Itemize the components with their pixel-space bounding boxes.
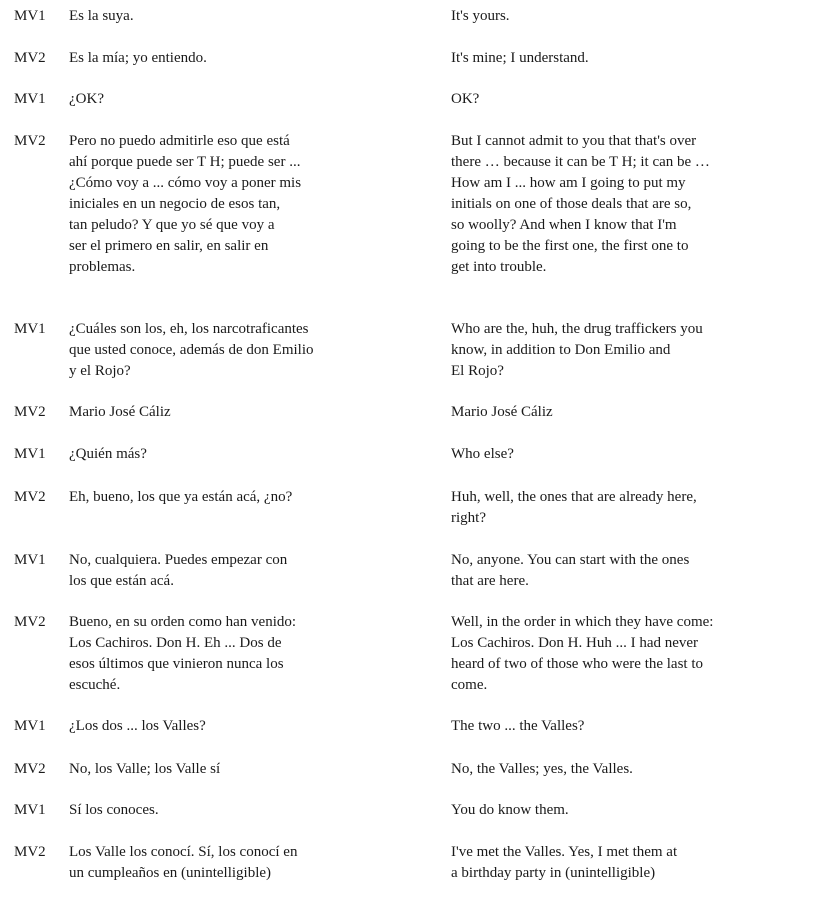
spanish-text — [69, 800, 379, 821]
english-line: OK? — [451, 91, 480, 107]
spanish-line: los que están acá. — [69, 573, 174, 589]
spanish-line: Mario José Cáliz — [69, 404, 171, 420]
english-line: right? — [451, 510, 486, 526]
english-line: come. — [451, 677, 488, 693]
spanish-text — [69, 89, 379, 110]
speaker-label: MV1 — [14, 91, 46, 107]
spanish-text — [69, 550, 379, 592]
english-text — [451, 131, 791, 278]
english-line: know, in addition to Don Emilio and — [451, 342, 671, 358]
spanish-line: escuché. — [69, 677, 121, 693]
spanish-text — [69, 48, 379, 69]
spanish-text — [69, 842, 379, 884]
speaker-label: MV2 — [14, 761, 46, 777]
spanish-text — [69, 319, 379, 382]
english-line: Mario José Cáliz — [451, 404, 553, 420]
english-line: so woolly? And when I know that I'm — [451, 217, 677, 233]
english-line: How am I ... how am I going to put my — [451, 175, 686, 191]
speaker-label: MV1 — [14, 802, 46, 818]
speaker-label: MV2 — [14, 844, 46, 860]
speaker-label: MV2 — [14, 50, 46, 66]
spanish-line: ahí porque puede ser T H; puede ser ... — [69, 154, 301, 170]
spanish-line: iniciales en un negocio de esos tan, — [69, 196, 281, 212]
english-line: going to be the first one, the first one to — [451, 238, 689, 254]
english-text — [451, 6, 791, 27]
speaker-label: MV1 — [14, 8, 46, 24]
english-line: It's mine; I understand. — [451, 50, 589, 66]
english-line: heard of two of those who were the last to — [451, 656, 704, 672]
english-text — [451, 842, 791, 884]
spanish-text — [69, 6, 379, 27]
english-line: I've met the Valles. Yes, I met them at — [451, 844, 678, 860]
english-line: that are here. — [451, 573, 529, 589]
spanish-line: que usted conoce, además de don Emilio — [69, 342, 314, 358]
english-line: Who else? — [451, 446, 514, 462]
spanish-text — [69, 131, 379, 278]
english-text — [451, 487, 791, 529]
spanish-line: esos últimos que vinieron nunca los — [69, 656, 284, 672]
english-line: It's yours. — [451, 8, 510, 24]
english-line: Well, in the order in which they have come: — [451, 614, 714, 630]
english-text — [451, 319, 791, 382]
english-line: initials on one of those deals that are so, — [451, 196, 692, 212]
spanish-line: problemas. — [69, 259, 136, 275]
spanish-line: Sí los conoces. — [69, 802, 159, 818]
speaker-label: MV2 — [14, 404, 46, 420]
english-text — [451, 550, 791, 592]
spanish-text — [69, 487, 379, 508]
spanish-line: ¿Cómo voy a ... cómo voy a poner mis — [69, 175, 302, 191]
english-line: El Rojo? — [451, 363, 504, 379]
english-line: there … because it can be T H; it can be … — [451, 154, 710, 170]
spanish-line: tan peludo? Y que yo sé que voy a — [69, 217, 275, 233]
spanish-line: Los Cachiros. Don H. Eh ... Dos de — [69, 635, 282, 651]
speaker-label: MV2 — [14, 489, 46, 505]
english-line: a birthday party in (unintelligible) — [451, 865, 656, 881]
spanish-line: ¿Cuáles son los, eh, los narcotraficantes — [69, 321, 309, 337]
spanish-line: ¿Los dos ... los Valles? — [69, 718, 206, 734]
english-text — [451, 716, 791, 737]
spanish-line: Es la suya. — [69, 8, 134, 24]
speaker-label: MV1 — [14, 446, 46, 462]
spanish-text — [69, 612, 379, 696]
english-line: The two ... the Valles? — [451, 718, 585, 734]
spanish-line: No, cualquiera. Puedes empezar con — [69, 552, 288, 568]
english-text — [451, 759, 791, 780]
spanish-line: Es la mía; yo entiendo. — [69, 50, 207, 66]
english-text — [451, 402, 791, 423]
english-text — [451, 48, 791, 69]
english-line: No, the Valles; yes, the Valles. — [451, 761, 633, 777]
english-line: But I cannot admit to you that that's over — [451, 133, 697, 149]
spanish-line: Eh, bueno, los que ya están acá, ¿no? — [69, 489, 293, 505]
spanish-line: ser el primero en salir, en salir en — [69, 238, 269, 254]
speaker-label: MV1 — [14, 552, 46, 568]
spanish-text — [69, 402, 379, 423]
english-text — [451, 444, 791, 465]
speaker-label: MV1 — [14, 718, 46, 734]
english-line: Huh, well, the ones that are already here, — [451, 489, 697, 505]
english-text — [451, 800, 791, 821]
spanish-line: un cumpleaños en (unintelligible) — [69, 865, 272, 881]
english-line: No, anyone. You can start with the ones — [451, 552, 690, 568]
spanish-line: Pero no puedo admitirle eso que está — [69, 133, 290, 149]
english-line: get into trouble. — [451, 259, 547, 275]
spanish-text — [69, 444, 379, 465]
spanish-line: Los Valle los conocí. Sí, los conocí en — [69, 844, 298, 860]
english-text — [451, 89, 791, 110]
spanish-line: No, los Valle; los Valle sí — [69, 761, 221, 777]
spanish-text — [69, 759, 379, 780]
speaker-label: MV2 — [14, 133, 46, 149]
spanish-text — [69, 716, 379, 737]
english-line: You do know them. — [451, 802, 569, 818]
english-text — [451, 612, 791, 696]
speaker-label: MV2 — [14, 614, 46, 630]
english-line: Who are the, huh, the drug traffickers you — [451, 321, 703, 337]
speaker-label: MV1 — [14, 321, 46, 337]
spanish-line: y el Rojo? — [69, 363, 131, 379]
english-line: Los Cachiros. Don H. Huh ... I had never — [451, 635, 699, 651]
spanish-line: ¿OK? — [69, 91, 104, 107]
spanish-line: Bueno, en su orden como han venido: — [69, 614, 297, 630]
spanish-line: ¿Quién más? — [69, 446, 147, 462]
